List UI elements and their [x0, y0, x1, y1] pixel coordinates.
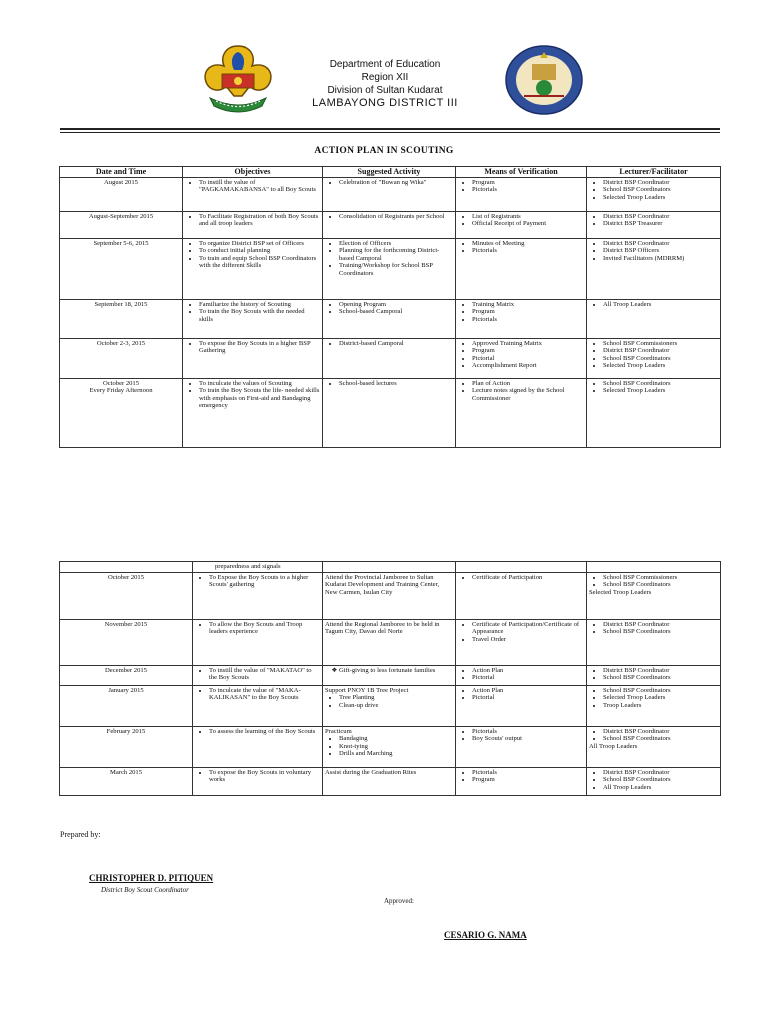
list-item: • Pictorials [472, 728, 584, 736]
list-item: • To expose the Boy Scouts in voluntary works [209, 769, 320, 784]
list-item: • To Facilitate Registration of both Boy Scouts and all troop leaders [199, 213, 320, 228]
list-item: • List of Registrants [472, 213, 584, 221]
activity-heading: Practicum [325, 727, 352, 735]
facilitator-cell [587, 619, 721, 665]
objectives-list [185, 301, 320, 324]
action-plan-table-1 [59, 166, 721, 448]
list-item: • Program [472, 179, 584, 187]
list-item: • To organize District BSP set of Officers [199, 240, 320, 248]
list-item: • Drills and Marching [339, 750, 453, 758]
list-item: • Program [472, 776, 584, 784]
list-item: • Plan of Action [472, 380, 584, 388]
list-item: • School BSP Commissioners [603, 574, 718, 582]
table-row [60, 238, 721, 299]
list-item: • Consolidation of Registrants per School [339, 213, 453, 221]
list-item: • District BSP Coordinator [603, 347, 718, 355]
activity-list [325, 735, 453, 758]
activity-list [325, 179, 453, 187]
activity-cell [323, 619, 456, 665]
verification-cell [456, 685, 587, 726]
list-item: • Tree Planting [339, 694, 453, 702]
header-divider-thin [60, 132, 720, 133]
objectives-list [185, 213, 320, 228]
verification-list [458, 240, 584, 255]
list-item: • School BSP Coordinators [603, 628, 718, 636]
objectives-cell [183, 378, 323, 447]
list-item: • To allow the Boy Scouts and Troop leaders experience [209, 621, 320, 636]
activity-list [325, 667, 453, 675]
facilitator-list [589, 179, 718, 202]
list-item: • Program [472, 308, 584, 316]
verification-cell [456, 238, 587, 299]
date-cell [60, 299, 183, 338]
verification-list [458, 340, 584, 370]
table-row [60, 665, 721, 685]
list-item: • School BSP Commissioners [603, 340, 718, 348]
objectives-cell [193, 767, 323, 795]
column-header: Lecturer/Facilitator [587, 167, 721, 178]
list-item: ❖ Gift-giving to less fortunate families [339, 667, 453, 675]
verification-list [458, 728, 584, 743]
verification-cell [456, 299, 587, 338]
list-item: • Training Matrix [472, 301, 584, 309]
table-row [60, 619, 721, 665]
facilitator-list [589, 769, 718, 792]
objectives-list [185, 179, 320, 194]
facilitator-list [589, 728, 718, 743]
list-item: • Invited Facilitators (MDRRM) [603, 255, 718, 263]
table-row [60, 767, 721, 795]
list-item: • Election of Officers [339, 240, 453, 248]
objectives-list [185, 240, 320, 270]
date-cell [60, 572, 193, 619]
header-divider [60, 128, 720, 130]
activity-list [325, 301, 453, 316]
verification-list [458, 769, 584, 784]
date-text: November 2015 [104, 620, 148, 628]
activity-cell [323, 378, 456, 447]
list-item: • Training/Workshop for School BSP Coordinators [339, 262, 453, 277]
activity-list [325, 213, 453, 221]
date-cell [60, 726, 193, 767]
activity-cell [323, 338, 456, 378]
list-item: • To assess the learning of the Boy Scouts [209, 728, 320, 736]
activity-text: Assist during the Graduation Rites [325, 768, 417, 776]
activity-cell [323, 767, 456, 795]
activity-list [325, 340, 453, 348]
list-item: • Action Plan [472, 687, 584, 695]
verification-cell [456, 338, 587, 378]
objectives-cell [183, 177, 323, 211]
list-item: • School BSP Coordinators [603, 380, 718, 388]
list-item: • School-based Camporal [339, 308, 453, 316]
table-row [60, 299, 721, 338]
verification-list [458, 667, 584, 682]
list-item: • District BSP Coordinator [603, 769, 718, 777]
column-header: Date and Time [60, 167, 183, 178]
activity-list [325, 694, 453, 709]
list-item: • School BSP Coordinators [603, 355, 718, 363]
date-cell [60, 665, 193, 685]
list-item: • Pictorials [472, 186, 584, 194]
list-item: • Travel Order [472, 636, 584, 644]
list-item: • School BSP Coordinators [603, 687, 718, 695]
date-cell [60, 338, 183, 378]
list-item: • Certificate of Participation/Certificate of Appearance [472, 621, 584, 636]
date-text: September 5-6, 2015 [93, 239, 149, 247]
date-cell [60, 378, 183, 447]
district-line: LAMBAYONG DISTRICT III [312, 97, 458, 109]
table-row [60, 177, 721, 211]
list-item: • To train and equip School BSP Coordinators with the different Skills [199, 255, 320, 270]
date-text: February 2015 [106, 727, 146, 735]
activity-list [325, 240, 453, 278]
list-item: • To train the Boy Scouts the life- needed skills with emphasis on First-aid and Bandaging emergency [199, 387, 320, 410]
date-text: December 2015 [105, 666, 147, 674]
list-item: • Action Plan [472, 667, 584, 675]
table-header-row [60, 167, 721, 178]
list-item: • District BSP Coordinator [603, 213, 718, 221]
activity-cell [323, 177, 456, 211]
list-item: • To Expose the Boy Scouts to a higher Scouts' gathering [209, 574, 320, 589]
approver-name: CESARIO G. NAMA [444, 930, 527, 940]
verification-list [458, 301, 584, 324]
list-item: • Celebration of "Buwan ng Wika" [339, 179, 453, 187]
date-text: August-September 2015 [88, 212, 154, 220]
facilitator-cell [587, 177, 721, 211]
list-item: • Official Receipt of Payment [472, 220, 584, 228]
list-item: • District BSP Coordinator [603, 728, 718, 736]
verification-cell [456, 378, 587, 447]
activity-cell [323, 726, 456, 767]
objectives-cell [193, 685, 323, 726]
date-text: October 2015 [107, 573, 145, 581]
verification-cell [456, 619, 587, 665]
list-item: • School BSP Coordinators [603, 581, 718, 589]
activity-heading: Support PNOY 1B Tree Project [325, 686, 409, 694]
list-item: • Selected Troop Leaders [603, 694, 718, 702]
list-item: • Selected Troop Leaders [603, 362, 718, 370]
objectives-list [185, 380, 320, 410]
objectives-list [185, 340, 320, 355]
date-cell [60, 685, 193, 726]
date-cell [60, 619, 193, 665]
list-item: • Minutes of Meeting [472, 240, 584, 248]
activity-list [325, 380, 453, 388]
activity-text: Attend the Regional Jamboree to be held in Tagum City, Davao del Norte [325, 620, 440, 636]
list-item: • Pictorials [472, 769, 584, 777]
list-item: • Certificate of Participation [472, 574, 584, 582]
verification-list [458, 621, 584, 644]
column-header: Means of Verification [456, 167, 587, 178]
verification-cell [456, 665, 587, 685]
facilitator-list [589, 574, 718, 589]
date-cell [60, 211, 183, 238]
list-item: • District BSP Coordinator [603, 240, 718, 248]
region-line: Region XII [361, 72, 409, 83]
list-item: • Opening Program [339, 301, 453, 309]
objectives-list [195, 667, 320, 682]
list-item: • Bandaging [339, 735, 453, 743]
list-item: • Pictorial [472, 694, 584, 702]
list-item: • District BSP Coordinator [603, 667, 718, 675]
facilitator-list [589, 240, 718, 263]
verification-list [458, 213, 584, 228]
list-item: • Knot-tying [339, 743, 453, 751]
facilitator-cell [587, 572, 721, 619]
list-item: • Pictorials [472, 247, 584, 255]
objectives-cell [183, 299, 323, 338]
date-text: August 2015 [104, 178, 138, 186]
facilitator-cell [587, 299, 721, 338]
list-item: • Planning for the forthcoming District-based Camporal [339, 247, 453, 262]
list-item: • To inculcate the values of Scouting [199, 380, 320, 388]
prepared-by-label: Prepared by: [60, 830, 101, 839]
facilitator-cell [587, 685, 721, 726]
list-item: • Accomplishment Report [472, 362, 584, 370]
table-row [60, 572, 721, 619]
facilitator-cell [587, 726, 721, 767]
objectives-cell [193, 726, 323, 767]
verification-list [458, 179, 584, 194]
objectives-cell [183, 338, 323, 378]
verification-cell [456, 767, 587, 795]
list-item: • Selected Troop Leaders [603, 194, 718, 202]
date-cell [60, 767, 193, 795]
list-item: • School BSP Coordinators [603, 735, 718, 743]
date-text: October 2-3, 2015 [96, 339, 146, 347]
list-item: • District BSP Coordinator [603, 179, 718, 187]
facilitator-cell [587, 767, 721, 795]
list-item: • Lecture notes signed by the School Commissioner [472, 387, 584, 402]
verification-list [458, 380, 584, 403]
verification-cell [456, 726, 587, 767]
list-item: • District BSP Treasurer [603, 220, 718, 228]
activity-text: Attend the Provincial Jamboree to Sultan Kudarat Development and Training Center, New Carmen, Isulan City [325, 573, 440, 596]
facilitator-list [589, 667, 718, 682]
list-item: • School BSP Coordinators [603, 776, 718, 784]
list-item: • Approved Training Matrix [472, 340, 584, 348]
facilitator-cell [587, 211, 721, 238]
date-text: October 2015 [102, 379, 140, 387]
facilitator-extra: Selected Troop Leaders [589, 588, 652, 596]
list-item: • Troop Leaders [603, 702, 718, 710]
division-line: Division of Sultan Kudarat [327, 85, 443, 96]
list-item: • Pictorials [472, 316, 584, 324]
facilitator-cell [587, 338, 721, 378]
objectives-list [195, 769, 320, 784]
table-row [60, 211, 721, 238]
objectives-cell [183, 211, 323, 238]
list-item: • Boy Scouts' output [472, 735, 584, 743]
date-text: September 18, 2015 [94, 300, 148, 308]
list-item: • All Troop Leaders [603, 301, 718, 309]
list-item: • Pictorial [472, 674, 584, 682]
list-item: • District-based Camporal [339, 340, 453, 348]
facilitator-list [589, 380, 718, 395]
list-item: • Familiarize the history of Scouting [199, 301, 320, 309]
date-text: January 2015 [108, 686, 144, 694]
objectives-list [195, 574, 320, 589]
activity-cell [323, 572, 456, 619]
verification-cell [456, 572, 587, 619]
list-item: • School BSP Coordinators [603, 674, 718, 682]
list-item: • School-based lectures [339, 380, 453, 388]
activity-cell [323, 685, 456, 726]
verification-cell [456, 177, 587, 211]
letterhead [250, 58, 520, 110]
date-cell [60, 238, 183, 299]
verification-cell [456, 211, 587, 238]
facilitator-list [589, 213, 718, 228]
date-text: March 2015 [109, 768, 143, 776]
list-item: • To train the Boy Scouts with the needed skills [199, 308, 320, 323]
column-header: Suggested Activity [323, 167, 456, 178]
activity-cell [323, 211, 456, 238]
facilitator-cell [587, 238, 721, 299]
list-item: • School BSP Coordinators [603, 186, 718, 194]
objectives-cell [193, 619, 323, 665]
date-cell [60, 177, 183, 211]
list-item: • To inculcate the value of "MAKA-KALIKASAN" to the Boy Scouts [209, 687, 320, 702]
table-row [60, 378, 721, 447]
objectives-list [195, 687, 320, 702]
verification-list [458, 574, 584, 582]
list-item: • District BSP Coordinator [603, 621, 718, 629]
facilitator-list [589, 687, 718, 710]
facilitator-cell [587, 378, 721, 447]
table-row [60, 562, 721, 573]
date-text: Every Friday Afternoon [89, 387, 153, 395]
facilitator-cell [587, 665, 721, 685]
list-item: • To conduct initial planning [199, 247, 320, 255]
objectives-list [195, 621, 320, 636]
list-item: • Selected Troop Leaders [603, 387, 718, 395]
preparer-name: CHRISTOPHER D. PITIQUEN [89, 873, 214, 883]
objectives-cell [193, 665, 323, 685]
list-item: • Clean-up drive [339, 702, 453, 710]
facilitator-list [589, 621, 718, 636]
objectives-cell [183, 238, 323, 299]
objectives-cell [193, 572, 323, 619]
verification-list [458, 687, 584, 702]
facilitator-list [589, 340, 718, 370]
table-row [60, 338, 721, 378]
facilitator-extra: All Troop Leaders [589, 742, 638, 750]
list-item: • District BSP Officers [603, 247, 718, 255]
document-title: ACTION PLAN IN SCOUTING [314, 146, 454, 156]
facilitator-list [589, 301, 718, 309]
activity-cell [323, 299, 456, 338]
table-row [60, 685, 721, 726]
list-item: • To expose the Boy Scouts in a higher BSP Gathering [199, 340, 320, 355]
table-row [60, 726, 721, 767]
department-line: Department of Education [329, 59, 441, 70]
list-item: • To instill the value of "PAGKAMAKABANSA" to all Boy Scouts [199, 179, 320, 194]
list-item: • Pictorial [472, 355, 584, 363]
continuation-text: preparedness and signals [193, 562, 323, 573]
list-item: • Program [472, 347, 584, 355]
action-plan-table-2 [59, 561, 721, 796]
list-item: • To instill the value of "MAKATAO" to the Boy Scouts [209, 667, 320, 682]
approved-label: Approved: [384, 897, 414, 905]
list-item: • All Troop Leaders [603, 784, 718, 792]
objectives-list [195, 728, 320, 736]
column-header: Objectives [183, 167, 323, 178]
activity-cell [323, 238, 456, 299]
activity-cell [323, 665, 456, 685]
preparer-title: District Boy Scout Coordinator [101, 886, 189, 894]
